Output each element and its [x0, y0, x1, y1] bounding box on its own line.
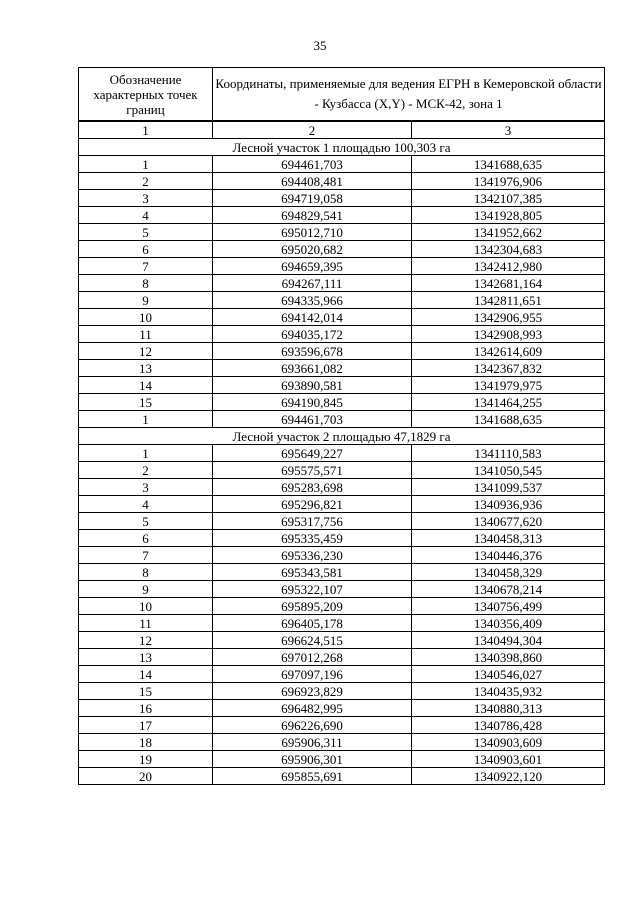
- table-row: [79, 224, 605, 241]
- point-number: 2: [79, 173, 213, 190]
- table-row: [79, 258, 605, 275]
- point-number: 12: [79, 632, 213, 649]
- coordinate-x: 694408,481: [213, 173, 412, 190]
- point-number: 14: [79, 377, 213, 394]
- coordinate-y: 1342367,832: [412, 360, 605, 377]
- coordinate-x: 695322,107: [213, 581, 412, 598]
- coordinate-x: 695906,301: [213, 751, 412, 768]
- point-number: 7: [79, 547, 213, 564]
- coordinate-x: 694335,966: [213, 292, 412, 309]
- column-number-2: 2: [213, 121, 412, 139]
- coordinate-x: 693596,678: [213, 343, 412, 360]
- section-title-row: [79, 139, 605, 156]
- table-row: [79, 666, 605, 683]
- table-row: [79, 173, 605, 190]
- coordinate-y: 1341464,255: [412, 394, 605, 411]
- coordinate-x: 694461,703: [213, 411, 412, 428]
- coordinate-x: 696482,995: [213, 700, 412, 717]
- page-number: 35: [313, 38, 327, 53]
- point-number: 13: [79, 649, 213, 666]
- coordinate-x: 694829,541: [213, 207, 412, 224]
- point-number: 11: [79, 326, 213, 343]
- coordinate-y: 1340458,329: [412, 564, 605, 581]
- coordinate-x: 695317,756: [213, 513, 412, 530]
- coordinate-x: 694719,058: [213, 190, 412, 207]
- coordinate-x: 695855,691: [213, 768, 412, 785]
- table-row: [79, 598, 605, 615]
- point-number: 20: [79, 768, 213, 785]
- table-row: [79, 241, 605, 258]
- coordinate-y: 1342412,980: [412, 258, 605, 275]
- table-row: [79, 547, 605, 564]
- coordinate-y: 1340356,409: [412, 615, 605, 632]
- section-title-row: [79, 428, 605, 445]
- point-number: 10: [79, 309, 213, 326]
- point-number: 5: [79, 513, 213, 530]
- coordinate-x: 695012,710: [213, 224, 412, 241]
- coordinate-x: 694190,845: [213, 394, 412, 411]
- coordinate-x: 696405,178: [213, 615, 412, 632]
- table-row: [79, 751, 605, 768]
- coordinate-y: 1341688,635: [412, 156, 605, 173]
- coordinate-y: 1340922,120: [412, 768, 605, 785]
- point-number: 15: [79, 683, 213, 700]
- point-number: 5: [79, 224, 213, 241]
- table-row: [79, 496, 605, 513]
- table-row: [79, 581, 605, 598]
- table-row: [79, 513, 605, 530]
- table-row: [79, 649, 605, 666]
- coordinate-y: 1342681,164: [412, 275, 605, 292]
- point-number: 13: [79, 360, 213, 377]
- coordinate-y: 1340903,609: [412, 734, 605, 751]
- coordinate-y: 1340756,499: [412, 598, 605, 615]
- coordinate-y: 1340494,304: [412, 632, 605, 649]
- table-row: [79, 394, 605, 411]
- point-number: 3: [79, 190, 213, 207]
- coordinate-y: 1340786,428: [412, 717, 605, 734]
- point-number: 17: [79, 717, 213, 734]
- point-number: 8: [79, 275, 213, 292]
- table-row: [79, 768, 605, 785]
- table-row: [79, 309, 605, 326]
- coordinate-y: 1342908,993: [412, 326, 605, 343]
- coordinate-y: 1341099,537: [412, 479, 605, 496]
- coordinates-table: [78, 67, 605, 785]
- coordinate-y: 1341688,635: [412, 411, 605, 428]
- section-title: Лесной участок 2 площадью 47,1829 га: [79, 428, 605, 445]
- point-number: 10: [79, 598, 213, 615]
- point-number: 9: [79, 292, 213, 309]
- coordinate-y: 1342107,385: [412, 190, 605, 207]
- table-row: [79, 734, 605, 751]
- coordinate-y: 1342906,955: [412, 309, 605, 326]
- point-number: 14: [79, 666, 213, 683]
- table-row: [79, 326, 605, 343]
- coordinate-y: 1340678,214: [412, 581, 605, 598]
- coordinate-x: 694142,014: [213, 309, 412, 326]
- coordinate-x: 693661,082: [213, 360, 412, 377]
- coordinate-x: 695649,227: [213, 445, 412, 462]
- coordinate-y: 1340936,936: [412, 496, 605, 513]
- point-number: 1: [79, 445, 213, 462]
- coordinate-y: 1340458,313: [412, 530, 605, 547]
- coordinate-x: 695336,230: [213, 547, 412, 564]
- coordinate-x: 695906,311: [213, 734, 412, 751]
- point-number: 3: [79, 479, 213, 496]
- table-row: [79, 156, 605, 173]
- coordinate-y: 1342811,651: [412, 292, 605, 309]
- table-row: [79, 632, 605, 649]
- table-row: [79, 564, 605, 581]
- coordinate-x: 694035,172: [213, 326, 412, 343]
- coordinate-x: 695283,698: [213, 479, 412, 496]
- coordinate-y: 1340880,313: [412, 700, 605, 717]
- coordinate-x: 695895,209: [213, 598, 412, 615]
- coordinate-x: 694659,395: [213, 258, 412, 275]
- coordinate-y: 1340446,376: [412, 547, 605, 564]
- column-number-row: [79, 121, 605, 139]
- table-row: [79, 445, 605, 462]
- point-number: 4: [79, 207, 213, 224]
- coordinate-y: 1341952,662: [412, 224, 605, 241]
- point-number: 1: [79, 156, 213, 173]
- section-title: Лесной участок 1 площадью 100,303 га: [79, 139, 605, 156]
- table-row: [79, 411, 605, 428]
- coordinate-x: 694267,111: [213, 275, 412, 292]
- table-row: [79, 275, 605, 292]
- table-row: [79, 615, 605, 632]
- table-row: [79, 190, 605, 207]
- table-header: [79, 68, 605, 122]
- point-number: 19: [79, 751, 213, 768]
- coordinate-y: 1341050,545: [412, 462, 605, 479]
- coordinate-y: 1340903,601: [412, 751, 605, 768]
- coordinate-y: 1341928,805: [412, 207, 605, 224]
- table-row: [79, 683, 605, 700]
- point-number: 9: [79, 581, 213, 598]
- table-row: [79, 700, 605, 717]
- coordinate-y: 1340677,620: [412, 513, 605, 530]
- column-number-3: 3: [412, 121, 605, 139]
- table-row: [79, 462, 605, 479]
- point-number: 12: [79, 343, 213, 360]
- table-row: [79, 717, 605, 734]
- point-number: 4: [79, 496, 213, 513]
- table-row: [79, 207, 605, 224]
- table-body: [79, 121, 605, 785]
- table-row: [79, 343, 605, 360]
- coordinate-y: 1340435,932: [412, 683, 605, 700]
- coordinate-x: 697012,268: [213, 649, 412, 666]
- point-number: 8: [79, 564, 213, 581]
- coordinate-x: 693890,581: [213, 377, 412, 394]
- point-number: 6: [79, 530, 213, 547]
- coordinate-x: 696923,829: [213, 683, 412, 700]
- coordinate-x: 694461,703: [213, 156, 412, 173]
- point-number: 11: [79, 615, 213, 632]
- point-number: 16: [79, 700, 213, 717]
- coordinate-x: 695575,571: [213, 462, 412, 479]
- coordinate-x: 695296,821: [213, 496, 412, 513]
- point-number: 1: [79, 411, 213, 428]
- coordinate-y: 1342614,609: [412, 343, 605, 360]
- coordinate-x: 695335,459: [213, 530, 412, 547]
- header-coordinates: Координаты, применяемые для ведения ЕГРН в Кемеровской области - Кузбасса (X,Y) - МСК-42, зона 1: [213, 68, 605, 122]
- table-row: [79, 479, 605, 496]
- coordinate-x: 697097,196: [213, 666, 412, 683]
- coordinate-x: 696226,690: [213, 717, 412, 734]
- coordinate-y: 1340398,860: [412, 649, 605, 666]
- coordinate-x: 695343,581: [213, 564, 412, 581]
- coordinate-y: 1342304,683: [412, 241, 605, 258]
- point-number: 18: [79, 734, 213, 751]
- coordinate-y: 1341976,906: [412, 173, 605, 190]
- header-point-designation: Обозначение характерных точек границ: [79, 68, 213, 122]
- table-row: [79, 530, 605, 547]
- coordinate-x: 695020,682: [213, 241, 412, 258]
- point-number: 7: [79, 258, 213, 275]
- coordinate-y: 1340546,027: [412, 666, 605, 683]
- coordinate-y: 1341110,583: [412, 445, 605, 462]
- coordinate-y: 1341979,975: [412, 377, 605, 394]
- point-number: 6: [79, 241, 213, 258]
- point-number: 2: [79, 462, 213, 479]
- table-row: [79, 377, 605, 394]
- table-row: [79, 360, 605, 377]
- column-number-1: 1: [79, 121, 213, 139]
- point-number: 15: [79, 394, 213, 411]
- table-row: [79, 292, 605, 309]
- coordinate-x: 696624,515: [213, 632, 412, 649]
